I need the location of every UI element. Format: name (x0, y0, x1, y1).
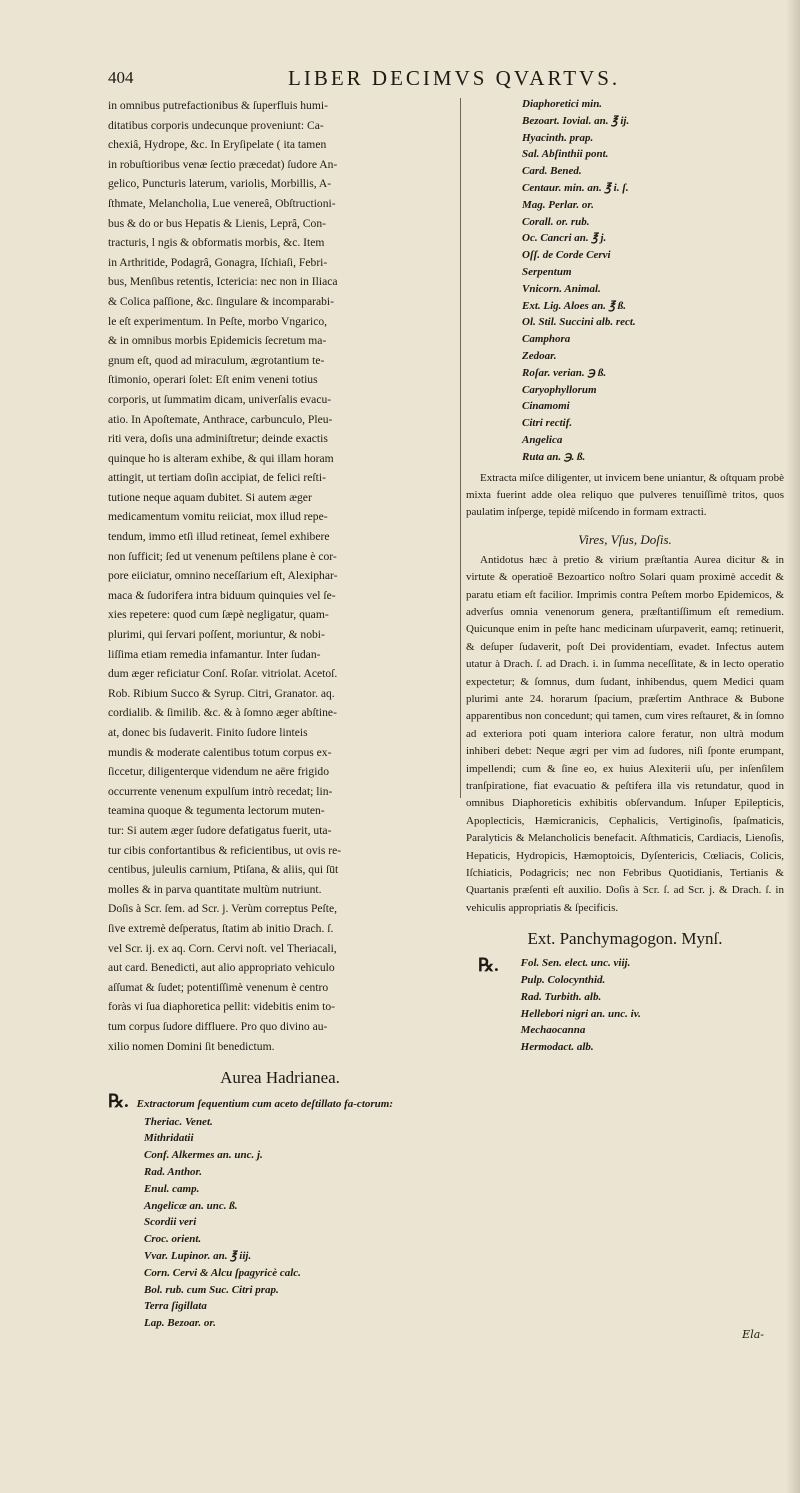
recipe-item: Rad. Turbith. alb. (520, 990, 602, 1003)
text-line: atio. In Apoſtemate, Anthrace, carbunculo, Pleu- (108, 412, 333, 426)
recipe-item: Mithridatii (144, 1132, 194, 1145)
book-title: LIBER DECIMVS QVARTVS. (288, 66, 621, 90)
page-number: 404 (108, 68, 134, 87)
recipe-item: Roſar. verian. ℈ ß. (522, 366, 607, 379)
recipe-item: Theriac. Venet. (144, 1115, 213, 1128)
text-line: gelico, Puncturis laterum, variolis, Morbillis, A- (108, 177, 332, 191)
recipe-item: Bol. rub. cum Suc. Citri prap. (144, 1283, 279, 1296)
text-line: tur: Si autem æger ſudore defatigatus fuerit, uta- (108, 823, 332, 837)
recipe-item: Oſſ. de Corde Cervi (522, 249, 611, 262)
recipe-item: Ext. Lig. Aloes an. ℥ ß. (522, 299, 627, 312)
running-head (108, 66, 708, 94)
recipe-item: Hyacinth. prap. (522, 131, 594, 144)
recipe-item: Angelica (522, 433, 563, 446)
text-line: cordialib. & ſimilib. &c. & à ſomno æger abſtine- (108, 706, 337, 720)
text-line: vel Scr. ij. ex aq. Corn. Cervi noſt. vel Theriacali, (108, 941, 337, 955)
recipe-item: Vnicorn. Animal. (522, 282, 601, 295)
recipe-item: Oc. Cancri an. ℥ j. (522, 232, 607, 245)
text-line: aſſumat & ſudet; potentiſſimè venenum è centro (108, 980, 329, 994)
recipe-item: Fol. Sen. elect. unc. viij. (520, 957, 631, 970)
recipe-item: Mechaocanna (520, 1024, 586, 1037)
text-line: riti vera, doſis una adminiſtretur; deinde exactis (108, 432, 328, 446)
text-line: centibus, juleulis carnium, Ptiſana, & aliis, qui ſūt (108, 863, 339, 877)
text-line: tendum, immo etſi illud retineat, ſemel exhibere (108, 530, 330, 544)
left-recipe-list (108, 1114, 452, 1332)
text-line: medicamentum vomitu reiiciat, mox illud repe- (108, 510, 328, 524)
text-line: Doſis à Scr. ſem. ad Scr. j. Verùm correptus Peſte, (108, 902, 338, 916)
recipe-item: Corn. Cervi & Alcu ſpagyricè calc. (144, 1266, 301, 1279)
column-rule (460, 98, 461, 798)
text-line: gnum eſt, quod ad miraculum, ægrotantium te- (108, 353, 325, 367)
text-line: teamina quoque & tegumenta lectorum muten- (108, 804, 325, 818)
text-line: maca & ſudorifera intra biduum quinquies vel ſe- (108, 588, 336, 602)
right-column (466, 96, 784, 1056)
recipe-item: Mag. Perlar. or. (522, 198, 594, 211)
text-line: & in omnibus morbis Epidemicis ſecretum ma- (108, 334, 327, 348)
page-gutter (786, 0, 800, 1493)
recipe2-block (466, 955, 784, 1056)
recipe-item: Diaphoretici min. (522, 98, 603, 110)
text-line: plurimi, qui ſervari poſſent, moriuntur, & nobi- (108, 628, 325, 642)
recipe-item: Card. Bened. (522, 165, 582, 178)
panchymagogon-heading: Ext. Panchymagogon. Mynſ. (527, 929, 723, 949)
text-line: quinque ho is alteram exhibe, & qui illam horam (108, 451, 334, 465)
recipe-item: Caryophyllorum (522, 383, 597, 396)
text-line: tutione neque aquam dubitet. Si autem æger (108, 490, 312, 504)
recipe-title (108, 1090, 452, 1112)
text-line: foràs vi ſua diaphoretica pellit: videbitis enim to- (108, 1000, 335, 1014)
recipe-item: Camphora (522, 333, 571, 346)
text-line: aut card. Benedicti, aut alio appropriato vehiculo (108, 961, 335, 975)
recipe-item: Terra ſigillata (144, 1300, 207, 1313)
text-line: bus & do or bus Hepatis & Lienis, Leprâ, Con- (108, 216, 326, 230)
right-recipe2-list (507, 955, 641, 1056)
recipe-item: Croc. orient. (144, 1233, 202, 1246)
text-line: corporis, ut ſummatim dicam, univerſalis evacu- (108, 392, 332, 406)
text-line: at, donec bis ſudaverit. Finito ſudore linteis (108, 726, 308, 739)
recipe-item: Citri rectif. (522, 417, 573, 430)
preparation-paragraph: Extracta miſce diligenter, ut invicem bene uniantur, & oſtquam probè mixta fuerint adde olea reliquo que pulveres tenuiſſimè tritos, quos paulatim inſperge, tepidè miſcendo in formam extracti. (466, 471, 784, 519)
text-line: xilio nomen Domini ſit benedictum. (108, 1039, 275, 1053)
text-line: in Arthritide, Podagrâ, Gonagra, Iſchiaſi, Febri- (108, 255, 328, 269)
text-line: ſtimonio, operari ſolet: Eſt enim veneni totius (108, 373, 318, 387)
text-line: dum æger reficiatur Conſ. Roſar. vitriolat. Acetoſ. (108, 667, 338, 681)
recipe-item: Ruta an. ℈. ß. (522, 450, 586, 463)
recipe-item: Rad. Anthor. (144, 1166, 202, 1179)
recipe-item: Lap. Bezoar. or. (144, 1317, 216, 1330)
uses-paragraph: Antidotus hæc à pretio & virium præſtantia Aurea dicitur & in virtute & operatioē Bezoartico noſtro Solari quam proximè accedit & paratu etiam eſt facilior. Imprimis contra Peſtem morbo Epidemicos, & adverſus omnia venenorum genera, præſtantiſſimum eſt remedium. Quicunque enim in peſte hanc medicinam uſurpaverit, eamq; retinuerit, & deſuper ſudaverit, poſt Dei providentiam, evadet. Infectus autem utatur à Drach. ſ. ad Drach. i. in ſumma neceſſitate, & in lecto operatio expectetur; & ſomnus, dum ſudant, inhibendus, quem Medici quam plurimi ante 24. horarum ſpacium, præſertim Anthrace & Bubone apparentibus non concedunt; qui tamen, cum vires reſtauret, & in ſomno ad exteriora poti quam interiora calore feratur, non ultrà modum inhiberi debet: Neque ægri per vim ad ſudores, niſi ſponte erumpant, impellendi; cum & ſine eo, ex huius Alexiterii uſu, per inſenſilem tranſpiratione, fiat evacuatio & peſtifera illa vis retundatur, quod in omnibus Diaphoreticis exhibitis obſervandum. Inſuper Epilepticis, Apoplecticis, Hæmicranicis, Cephalicis, Vertiginoſis, ſpaſmaticis, Paralyticis & Melancholicis benefacit. Aſthmaticis, Cardiacis, Lienoſis, Hepaticis, Hydropicis, Hæmoptoicis, Dyſentericis, Cœliacis, Colicis, Iſchiaticis, Podagricis; nec non Febribus Quotidianis, Tertianis & Quartanis præſenti eſt auxilio. Doſis à Scr. ſ. ad Scr. j. & Drach. ſ. in vehiculis appropriatis & ſpecificis. (466, 553, 784, 914)
recipe-item: Serpentum (522, 265, 572, 278)
recipe-item: Hellebori nigri an. unc. iv. (520, 1007, 641, 1020)
text-line: le eſt experimentum. In Peſte, morbo Vngarico, (108, 314, 328, 328)
text-line: tur cibis confortantibus & reficientibus, ut ovis re- (108, 843, 342, 857)
text-line: molles & in parva quantitate multùm nutriunt. (108, 882, 322, 896)
right-recipe-list (466, 96, 784, 466)
recipe-item: Hermodact. alb. (520, 1041, 594, 1054)
section-title: Aurea Hadrianea. (220, 1068, 340, 1088)
text-line: occurrente venenum expulſum intrò recedat; lin- (108, 784, 333, 798)
text-line: Rob. Ribium Succo & Syrup. Citri, Granator. aq. (108, 686, 335, 700)
recipe-item: Vvar. Lupinor. an. ℥ iij. (144, 1250, 252, 1263)
text-line: ditatibus corporis undecunque proveniunt: Ca- (108, 118, 324, 132)
recipe2-symbol: ℞. (478, 955, 499, 976)
recipe-item: Centaur. min. an. ℥ i. ſ. (522, 181, 629, 194)
left-column (108, 96, 452, 1332)
vires-heading: Vires, Vſus, Doſis. (578, 531, 672, 547)
text-line: bus, Menſibus retentis, Ictericia: nec non in Iliaca (108, 275, 338, 289)
text-line: liſſima etiam remedia infamantur. Inter ſudan- (108, 647, 321, 661)
text-line: non ſufficit; ſed ut venenum peſtilens plane è cor- (108, 549, 337, 563)
text-line: chexiâ, Hydrope, &c. In Eryſipelate ( ita tamen (108, 138, 327, 152)
text-line: & Colica paſſione, &c. ſingulare & incomparabi- (108, 294, 335, 308)
text-line: mundis & moderate calentibus totum corpus ex- (108, 745, 332, 759)
text-line: xies repetere: quod cum ſæpè negligatur, quam- (108, 608, 329, 622)
recipe-item: Bezoart. Iovial. an. ℥ ij. (522, 114, 630, 127)
recipe-item: Conf. Alkermes an. unc. j. (144, 1149, 263, 1162)
text-line: ſive extremè deſperatus, ſtatim ab initio Drach. ſ. (108, 921, 334, 935)
recipe-item: Angelicæ an. unc. ß. (144, 1199, 238, 1212)
recipe-item: Sal. Abſinthii pont. (522, 148, 609, 161)
recipe-item: Scordii veri (144, 1216, 197, 1229)
text-line: ſiccetur, diligenterque videndum ne aëre frigido (108, 765, 330, 779)
recipe-symbol: ℞. (108, 1090, 129, 1111)
recipe-item: Cinamomi (522, 400, 570, 413)
recipe-item: Enul. camp. (144, 1182, 200, 1195)
text-line: in omnibus putrefactionibus & ſuperfluis humi- (108, 99, 328, 112)
left-paragraph (108, 96, 452, 1056)
recipe-item: Pulp. Colocynthid. (520, 974, 606, 987)
recipe-item: Zedoar. (522, 349, 557, 362)
text-line: tum corpus ſudore diffluere. Pro quo divino au- (108, 1019, 328, 1033)
text-line: pore eiiciatur, omnino neceſſarium eſt, Alexiphar- (108, 569, 338, 583)
text-line: in robuſtioribus venæ ſectio præcedat) ſudore An- (108, 157, 338, 171)
recipe-item: Ol. Stil. Succini alb. rect. (522, 316, 636, 329)
recipe-title-text: Extractorum ſequentium cum aceto deſtillato fa-ctorum: (136, 1097, 393, 1110)
text-line: tracturis, l ngis & obformatis morbis, &c. Item (108, 236, 325, 250)
text-line: attingit, ut tertiam doſin accipiat, de felici reſti- (108, 471, 326, 485)
catchword: Ela- (742, 1328, 764, 1341)
text-line: ſthmate, Melancholia, Lue venereâ, Obſtructioni- (108, 196, 336, 210)
recipe-item: Corall. or. rub. (522, 215, 590, 228)
